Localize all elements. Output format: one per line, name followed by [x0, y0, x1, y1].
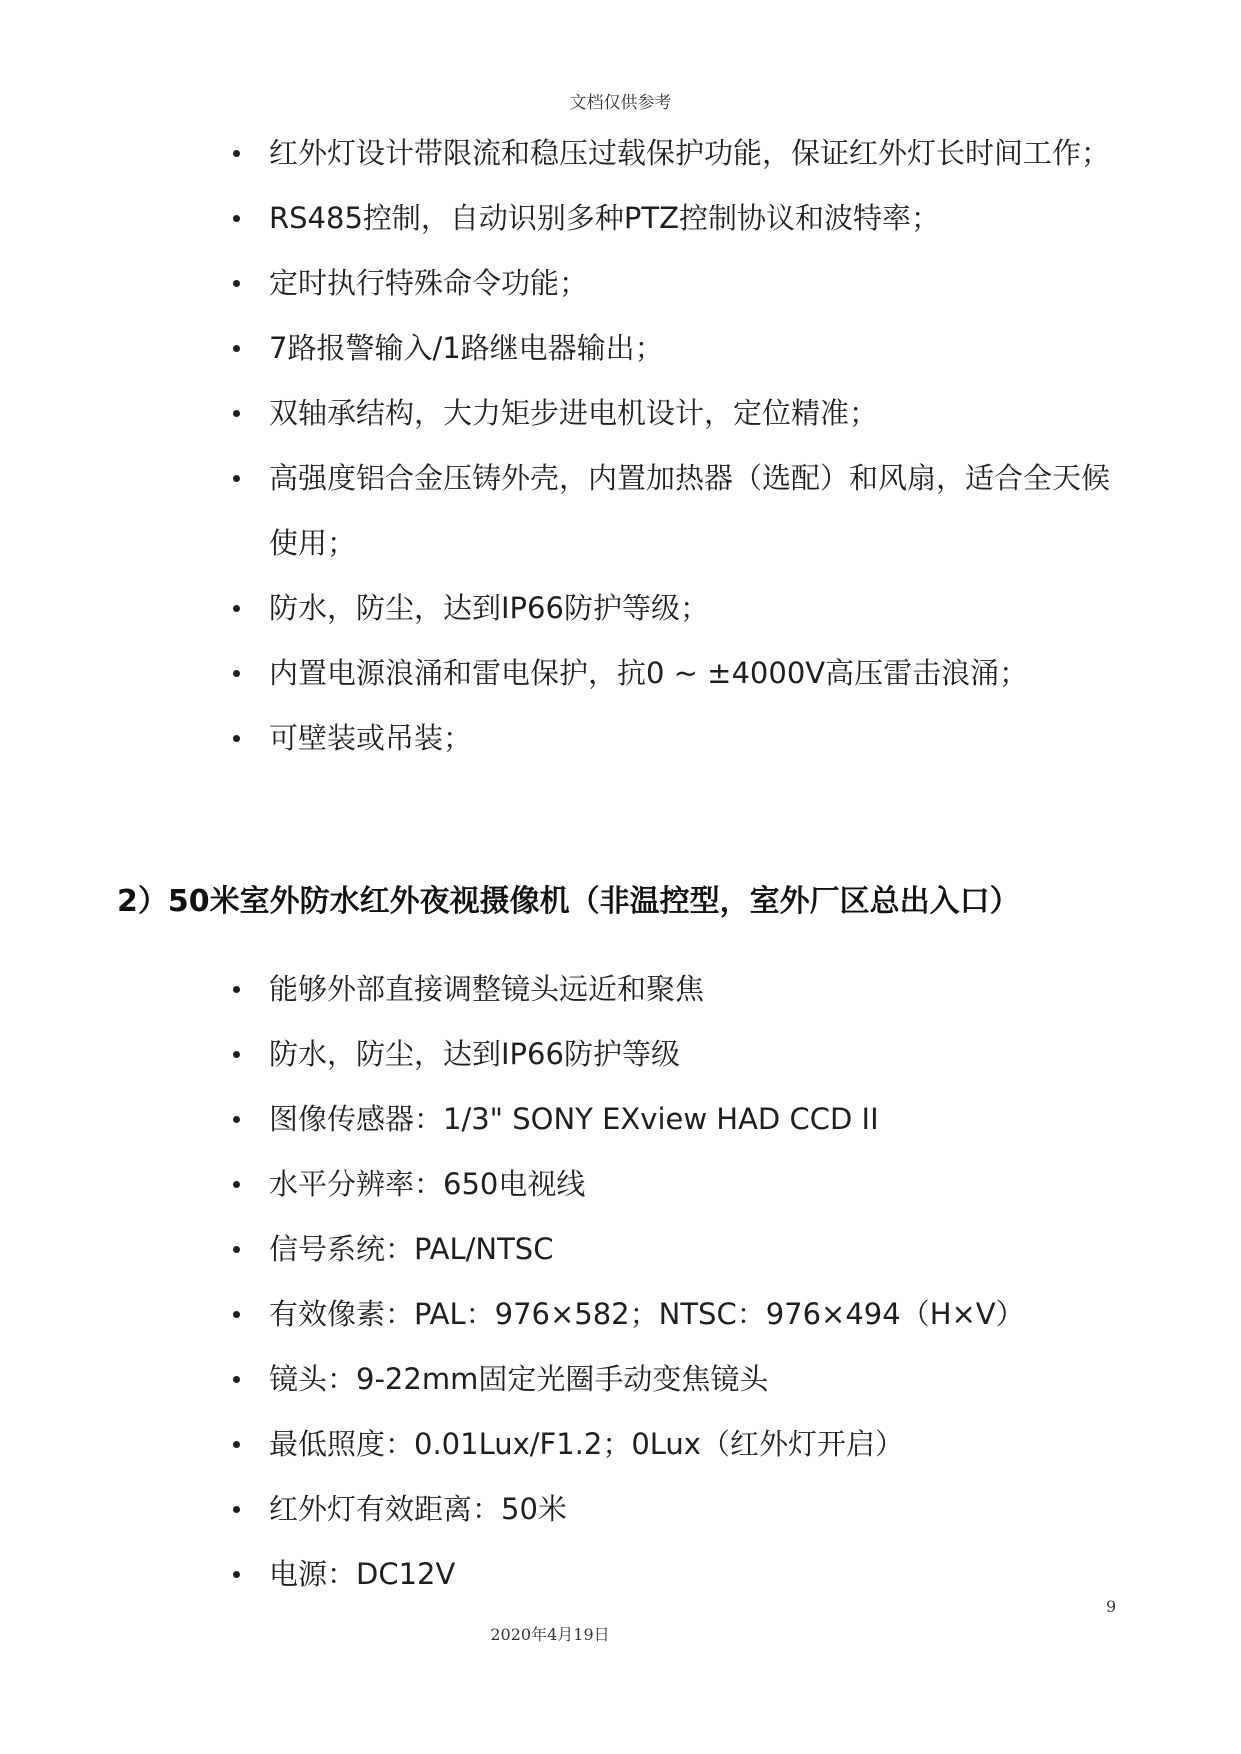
- page-header: 文档仅供参考: [569, 93, 672, 113]
- list-item-text: 能够外部直接调整镜头远近和聚焦: [269, 972, 705, 1006]
- list-item: [0, 381, 1241, 446]
- section-heading: 2）50米室外防水红外夜视摄像机（非温控型，室外厂区总出入口）: [117, 884, 1020, 919]
- list-item: [0, 121, 1241, 186]
- list-item-text: RS485控制，自动识别多种PTZ控制协议和波特率；: [269, 201, 940, 235]
- list-item: [0, 1412, 1241, 1477]
- bullet-icon: [233, 410, 240, 417]
- bullet-icon: [233, 1571, 240, 1578]
- feature-list-bottom: [0, 957, 1241, 1607]
- bullet-icon: [233, 280, 240, 287]
- list-item-text: 最低照度：0.01Lux/F1.2；0Lux（红外灯开启）: [269, 1427, 904, 1461]
- list-item: [0, 186, 1241, 251]
- list-item-text: 内置电源浪涌和雷电保护，抗0 ~ ±4000V高压雷击浪涌；: [269, 656, 1029, 690]
- list-item: [0, 641, 1241, 706]
- list-item-text: 防水，防尘，达到IP66防护等级；: [269, 591, 709, 625]
- list-item-text: 镜头：9-22mm固定光圈手动变焦镜头: [269, 1362, 769, 1396]
- list-item: [0, 316, 1241, 381]
- list-item-text: 信号系统：PAL/NTSC: [269, 1232, 554, 1266]
- list-item-text: 水平分辨率：650电视线: [269, 1167, 586, 1201]
- list-item-text: 定时执行特殊命令功能；: [269, 266, 589, 300]
- list-item-text: 防水，防尘，达到IP66防护等级: [269, 1037, 680, 1071]
- list-item-text: 红外灯有效距离：50米: [269, 1492, 567, 1526]
- list-item-text: 7路报警输入/1路继电器输出；: [269, 331, 664, 365]
- list-item: [0, 576, 1241, 641]
- list-item: [0, 957, 1241, 1022]
- page-number: 9: [1106, 1597, 1117, 1616]
- list-item: [0, 1152, 1241, 1217]
- list-item: [0, 1022, 1241, 1087]
- bullet-icon: [233, 1116, 240, 1123]
- bullet-icon: [233, 1246, 240, 1253]
- list-item: [0, 1477, 1241, 1542]
- list-item: [0, 1347, 1241, 1412]
- list-item-text: 图像传感器：1/3" SONY EXview HAD CCD II: [269, 1102, 879, 1136]
- bullet-icon: [233, 1506, 240, 1513]
- bullet-icon: [233, 1376, 240, 1383]
- list-item-text: 有效像素：PAL：976×582；NTSC：976×494（H×V）: [269, 1297, 1025, 1331]
- list-item-text: 双轴承结构，大力矩步进电机设计，定位精准；: [269, 396, 879, 430]
- bullet-icon: [233, 1051, 240, 1058]
- bullet-icon: [233, 735, 240, 742]
- bullet-icon: [233, 1441, 240, 1448]
- list-item-text: 电源：DC12V: [269, 1557, 456, 1591]
- list-item: [0, 1542, 1241, 1607]
- bullet-icon: [233, 605, 240, 612]
- list-item: [0, 251, 1241, 316]
- bullet-icon: [233, 1181, 240, 1188]
- list-item: [0, 1282, 1241, 1347]
- list-item-text: 红外灯设计带限流和稳压过载保护功能，保证红外灯长时间工作；: [269, 136, 1111, 170]
- list-item: [0, 1217, 1241, 1282]
- list-item: [0, 446, 1241, 576]
- list-item: [0, 706, 1241, 771]
- bullet-icon: [233, 475, 240, 482]
- list-item-text: 高强度铝合金压铸外壳，内置加热器（选配）和风扇，适合全天候使用；: [269, 461, 1111, 560]
- bullet-icon: [233, 670, 240, 677]
- footer-date: 2020年4月19日: [490, 1625, 610, 1644]
- list-item-text: 可壁装或吊装；: [269, 721, 473, 755]
- bullet-icon: [233, 345, 240, 352]
- bullet-icon: [233, 215, 240, 222]
- feature-list-top: [0, 121, 1241, 771]
- bullet-icon: [233, 1311, 240, 1318]
- bullet-icon: [233, 986, 240, 993]
- list-item: [0, 1087, 1241, 1152]
- bullet-icon: [233, 150, 240, 157]
